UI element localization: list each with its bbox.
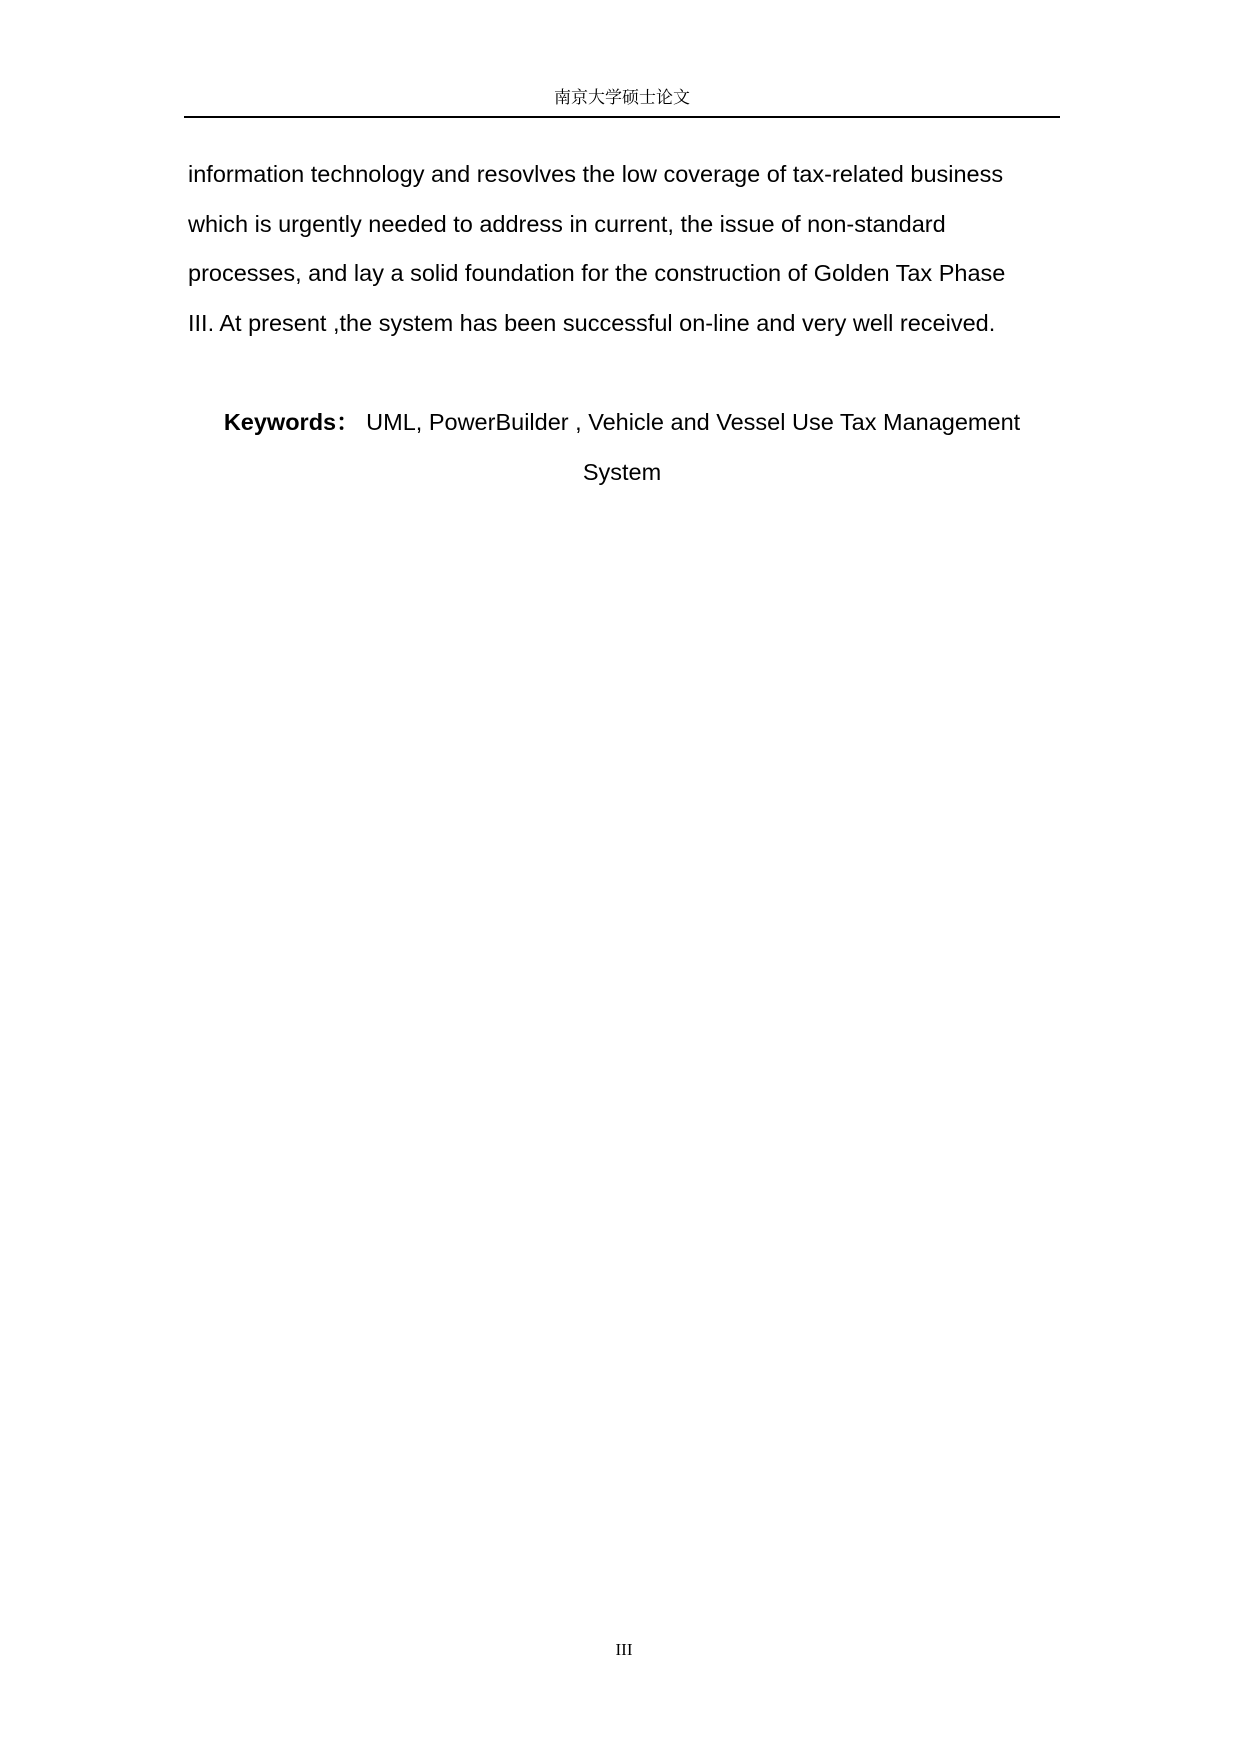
body-line: which is urgently needed to address in current, the issue of non-standard bbox=[188, 210, 946, 237]
body-line: III. At present ,the system has been successful on-line and very well received. bbox=[188, 309, 996, 336]
body-paragraph bbox=[188, 150, 1068, 348]
page-header bbox=[184, 86, 1060, 118]
keywords-text: UML, PowerBuilder , Vehicle and Vessel Use Tax Management System bbox=[359, 409, 1021, 485]
keywords-label: Keywords： bbox=[223, 409, 360, 435]
header-title: 南京大学硕士论文 bbox=[554, 88, 690, 108]
keywords-paragraph bbox=[184, 398, 1060, 497]
body-line: information technology and resovlves the low coverage of tax-related business bbox=[188, 161, 1004, 187]
page-number: III bbox=[615, 1640, 633, 1659]
body-line: processes, and lay a solid foundation for the construction of Golden Tax Phase bbox=[188, 260, 1006, 286]
